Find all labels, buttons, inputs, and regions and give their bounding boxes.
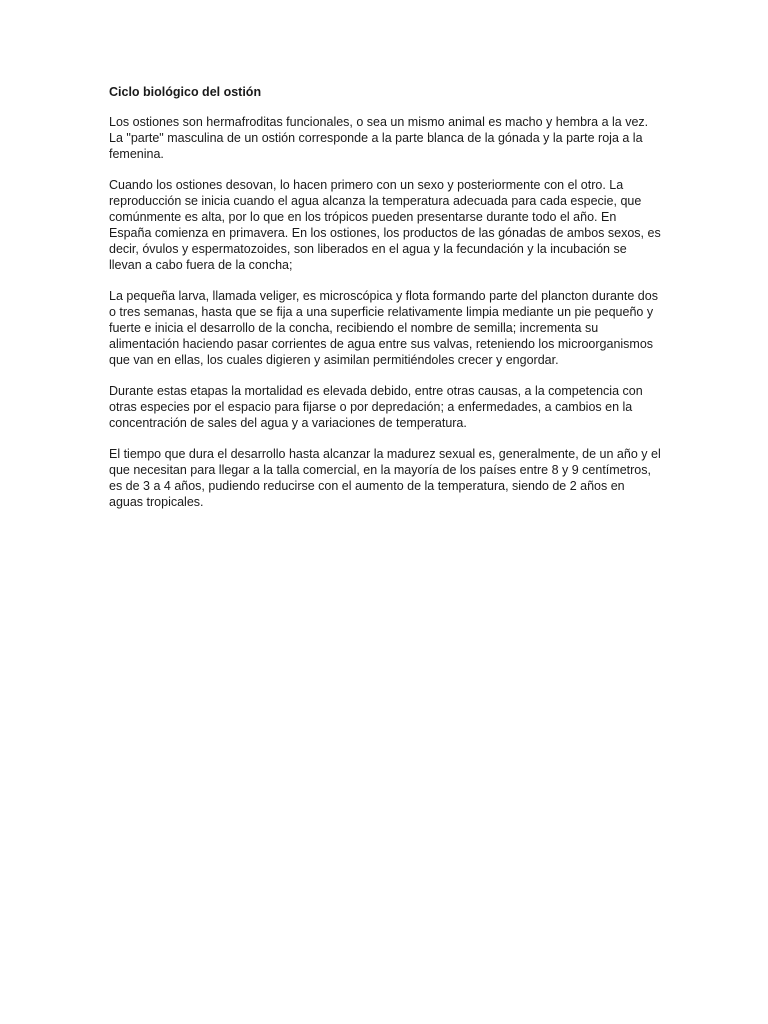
document-body xyxy=(109,84,661,525)
paragraph-larva: La pequeña larva, llamada veliger, es microscópica y flota formando parte del plancton durante dos o tres semanas, hasta que se fija a una superficie relativamente limpia mediante un pie pequeño y fuerte e inicia el desarrollo de la concha, recibiendo el nombre de semilla; incrementa su alimentación haciendo pasar corrientes de agua entre sus valvas, reteniendo los microorganismos que van en ellas, los cuales digieren y asimilan permitiéndoles crecer y engordar. xyxy=(109,289,658,367)
paragraph-mortality: Durante estas etapas la mortalidad es elevada debido, entre otras causas, a la competencia con otras especies por el espacio para fijarse o por depredación; a enfermedades, a cambios en la concentración de sales del agua y a variaciones de temperatura. xyxy=(109,384,643,430)
paragraph-hermaphrodites: Los ostiones son hermafroditas funcionales, o sea un mismo animal es macho y hembra a la vez. La "parte" masculina de un ostión corresponde a la parte blanca de la gónada y la parte roja a la femenina. xyxy=(109,115,649,161)
paragraph-maturity: El tiempo que dura el desarrollo hasta alcanzar la madurez sexual es, generalmente, de un año y el que necesitan para llegar a la talla comercial, en la mayoría de los países entre 8 y 9 centímetros, es de 3 a 4 años, pudiendo reducirse con el aumento de la temperatura, siendo de 2 años en aguas tropicales. xyxy=(109,447,661,509)
paragraph-spawning: Cuando los ostiones desovan, lo hacen primero con un sexo y posteriormente con el otro. La reproducción se inicia cuando el agua alcanza la temperatura adecuada para cada especie, que comúnmente es alta, por lo que en los trópicos pueden presentarse durante todo el año. En España comienza en primavera. En los ostiones, los productos de las gónadas de ambos sexos, es decir, óvulos y espermatozoides, son liberados en el agua y la fecundación y la incubación se llevan a cabo fuera de la concha; xyxy=(109,178,661,272)
document-title: Ciclo biológico del ostión xyxy=(109,85,262,99)
